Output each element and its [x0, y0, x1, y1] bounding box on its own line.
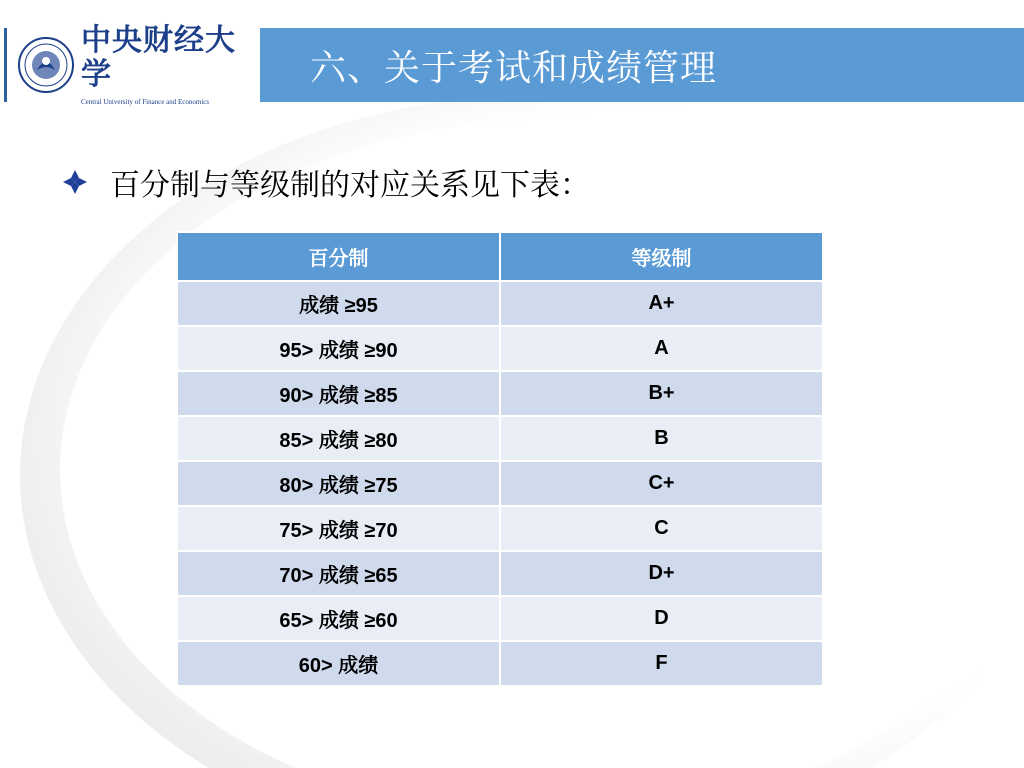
table-row — [177, 371, 823, 416]
title-bar — [260, 28, 1024, 102]
grade-cell: C — [500, 506, 823, 551]
table-row — [177, 281, 823, 326]
logo-chinese-name: 中央财经大学 — [81, 23, 236, 92]
table-row — [177, 461, 823, 506]
grade-conversion-table — [176, 231, 824, 687]
score-range-cell: 60> 成绩 — [177, 641, 500, 686]
table-row — [177, 416, 823, 461]
score-range-cell: 65> 成绩 ≥60 — [177, 596, 500, 641]
logo-english-name: Central University of Finance and Economics — [81, 98, 210, 106]
university-logo — [4, 23, 258, 106]
grade-cell: D — [500, 596, 823, 641]
grade-cell: F — [500, 641, 823, 686]
score-range-cell: 70> 成绩 ≥65 — [177, 551, 500, 596]
bullet-text: 百分制与等级制的对应关系见下表： — [110, 168, 590, 203]
table-row — [177, 326, 823, 371]
table-row — [177, 641, 823, 686]
score-range-cell: 85> 成绩 ≥80 — [177, 416, 500, 461]
logo-text-block — [81, 24, 258, 106]
table-row — [177, 551, 823, 596]
grade-cell: A — [500, 326, 823, 371]
grade-cell: A+ — [500, 281, 823, 326]
column-header-grade: 等级制 — [500, 232, 823, 281]
bullet-line — [62, 160, 590, 204]
grade-cell: B+ — [500, 371, 823, 416]
grade-cell: C+ — [500, 461, 823, 506]
grade-cell: D+ — [500, 551, 823, 596]
score-range-cell: 90> 成绩 ≥85 — [177, 371, 500, 416]
column-header-percentage: 百分制 — [177, 232, 500, 281]
grade-cell: B — [500, 416, 823, 461]
diamond-bullet-icon — [62, 169, 88, 195]
header — [0, 23, 1024, 106]
page-title: 六、关于考试和成绩管理 — [310, 47, 718, 89]
score-range-cell: 成绩 ≥95 — [177, 281, 500, 326]
score-range-cell: 95> 成绩 ≥90 — [177, 326, 500, 371]
university-seal-icon — [17, 36, 75, 94]
table-header-row — [177, 232, 823, 281]
table-row — [177, 596, 823, 641]
score-range-cell: 75> 成绩 ≥70 — [177, 506, 500, 551]
score-range-cell: 80> 成绩 ≥75 — [177, 461, 500, 506]
table-row — [177, 506, 823, 551]
